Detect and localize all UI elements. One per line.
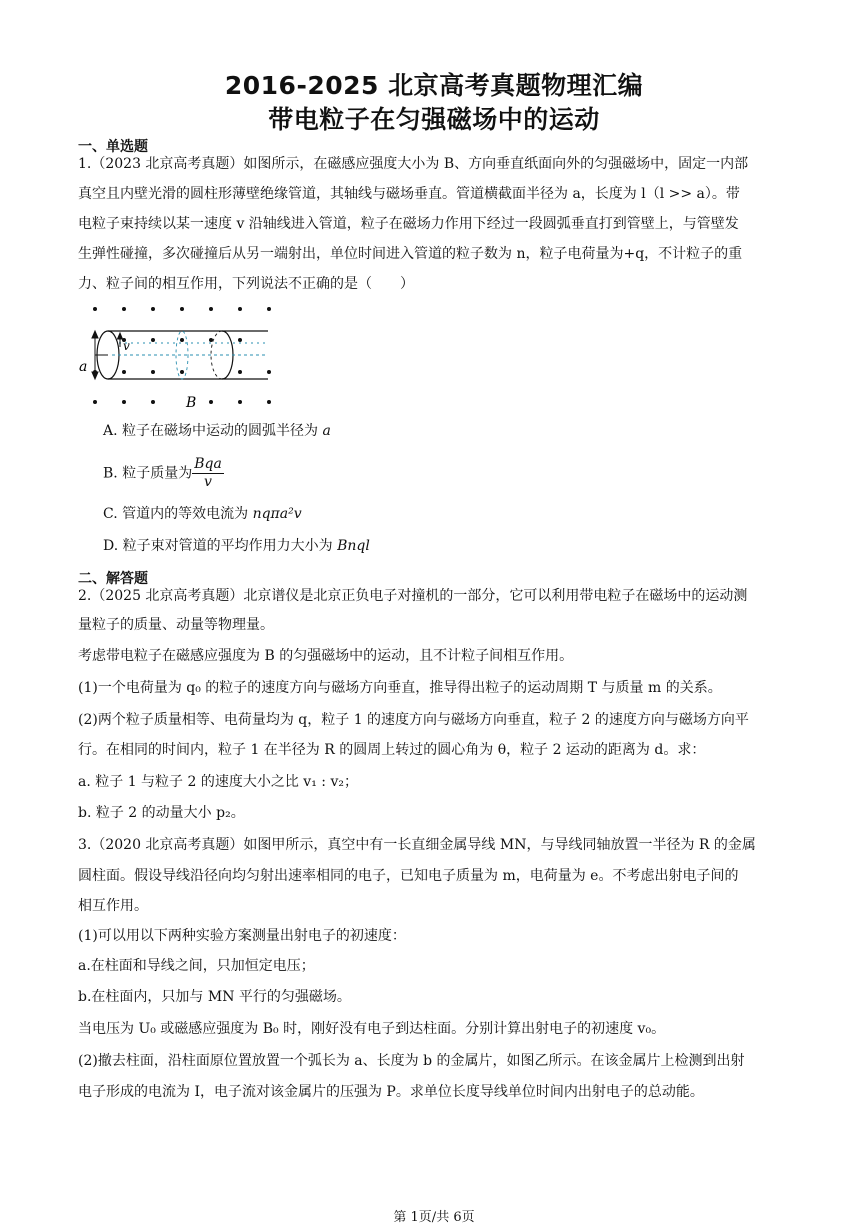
- q1-option-a: [103, 421, 331, 441]
- q1-option-d: [103, 536, 370, 556]
- q2-text-line: b. 粒子 2 的动量大小 p₂。: [78, 805, 245, 821]
- label-B: B: [186, 395, 197, 410]
- q3-text-line: 相互作用。: [78, 898, 148, 914]
- q2-text-line: a. 粒子 1 与粒子 2 的速度大小之比 v₁ : v₂；: [78, 774, 358, 790]
- option-d-expr: Bnql: [337, 538, 370, 554]
- q2-text-line: 量粒子的质量、动量等物理量。: [78, 617, 274, 633]
- q3-text-line: 当电压为 U₀ 或磁感应强度为 B₀ 时，刚好没有电子到达柱面。分别计算出射电子的初速度 v₀。: [78, 1021, 666, 1037]
- pipe-mid-section-dashed: [112, 331, 268, 379]
- option-a-text: A. 粒子在磁场中运动的圆弧半径为: [103, 423, 323, 439]
- magnetic-field-dots: [93, 307, 271, 404]
- q1-option-b: [103, 456, 224, 491]
- label-a: a: [79, 359, 88, 375]
- q1-figure-magnetic-pipe: [76, 298, 276, 410]
- q1-option-c: [103, 504, 302, 524]
- q3-text-line: 3.（2020 北京高考真题）如图甲所示，真空中有一长直细金属导线 MN，与导线同轴放置一半径为 R 的金属: [78, 837, 756, 853]
- label-v: v: [123, 339, 130, 353]
- q2-text-line: 2.（2025 北京高考真题）北京谱仪是北京正负电子对撞机的一部分，它可以利用带电粒子在磁场中的运动测: [78, 588, 748, 604]
- section-heading-single-choice: 一、单选题: [78, 139, 148, 155]
- q3-text-line: a.在柱面和导线之间，只加恒定电压；: [78, 958, 315, 974]
- document-title: 2016-2025 北京高考真题物理汇编: [224, 71, 644, 100]
- q3-text-line: (2)撤去柱面，沿柱面原位置放置一个弧长为 a、长度为 b 的金属片，如图乙所示。在该金属片上检测到出射: [78, 1053, 745, 1069]
- q3-text-line: 圆柱面。假设导线沿径向均匀射出速率相同的电子，已知电子质量为 m，电荷量为 e。不考虑出射电子间的: [78, 868, 739, 884]
- q1-text-line: 电粒子束持续以某一速度 v 沿轴线进入管道，粒子在磁场力作用下经过一段圆弧垂直打到管壁上，与管壁发: [78, 216, 739, 232]
- option-b-fraction: [192, 456, 224, 491]
- fraction-denominator: v: [204, 474, 212, 490]
- fraction-numerator: Bqa: [194, 456, 222, 472]
- q3-text-line: (1)可以用以下两种实验方案测量出射电子的初速度：: [78, 928, 406, 944]
- option-c-text: C. 管道内的等效电流为: [103, 506, 253, 522]
- option-b-text: B. 粒子质量为: [103, 465, 193, 482]
- q3-text-line: 电子形成的电流为 I，电子流对该金属片的压强为 P。求单位长度导线单位时间内出射电子的总动能。: [78, 1084, 704, 1100]
- q2-text-line: 考虑带电粒子在磁感应强度为 B 的匀强磁场中的运动，且不计粒子间相互作用。: [78, 648, 574, 664]
- q2-text-line: (2)两个粒子质量相等、电荷量均为 q，粒子 1 的速度方向与磁场方向垂直，粒子 2 的速度方向与磁场方向平: [78, 712, 749, 728]
- option-c-expr: nqπa²v: [252, 506, 302, 522]
- q1-text-line: 1.（2023 北京高考真题）如图所示，在磁感应强度大小为 B、方向垂直纸面向外的匀强磁场中，固定一内部: [78, 156, 749, 172]
- q1-text-line: 生弹性碰撞，多次碰撞后从另一端射出，单位时间进入管道的粒子数为 n，粒子电荷量为+q，不计粒子的重: [78, 246, 743, 262]
- q1-text-line: 力、粒子间的相互作用，下列说法不正确的是（ ）: [78, 276, 414, 292]
- page-number-footer: 第 1页/共 6页: [393, 1210, 475, 1225]
- option-a-expr: a: [322, 423, 331, 439]
- q1-text-line: 真空且内壁光滑的圆柱形薄壁绝缘管道，其轴线与磁场垂直。管道横截面半径为 a，长度为 l（l >> a）。带: [78, 186, 740, 202]
- option-d-text: D. 粒子束对管道的平均作用力大小为: [103, 538, 338, 554]
- q3-text-line: b.在柱面内，只加与 MN 平行的匀强磁场。: [78, 989, 351, 1005]
- section-heading-answer: 二、解答题: [78, 571, 148, 587]
- q2-text-line: (1)一个电荷量为 q₀ 的粒子的速度方向与磁场方向垂直，推导得出粒子的运动周期 T 与质量 m 的关系。: [78, 680, 722, 696]
- document-subtitle: 带电粒子在匀强磁场中的运动: [268, 105, 600, 134]
- q2-text-line: 行。在相同的时间内，粒子 1 在半径为 R 的圆周上转过的圆心角为 θ，粒子 2 运动的距离为 d。求：: [78, 742, 706, 758]
